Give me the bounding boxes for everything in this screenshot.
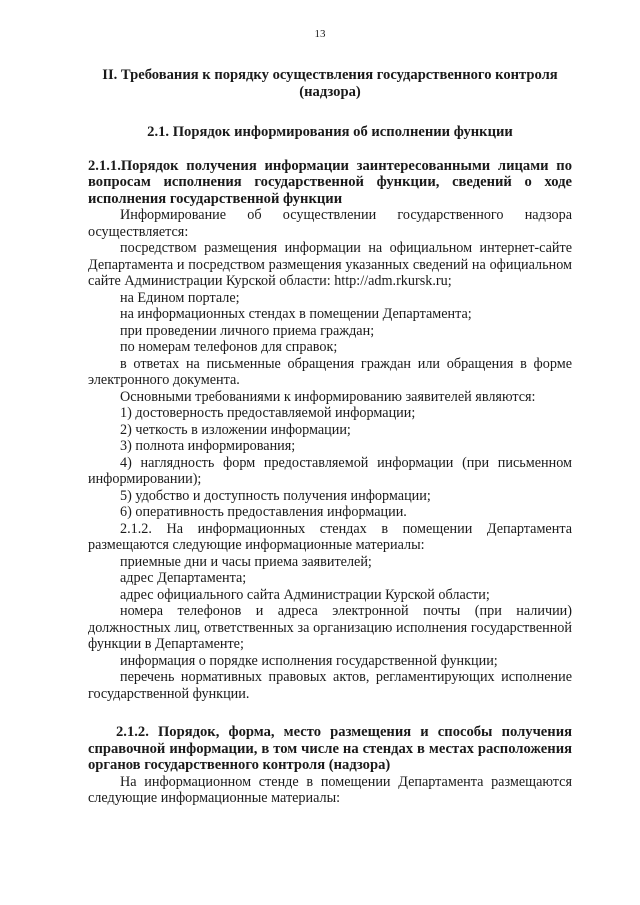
list-item-method: на Едином портале; [120, 289, 240, 306]
section-title: II. Требования к порядку осуществления государственного контроля (надзора) [102, 67, 558, 100]
list-item-requirement: 2) четкость в изложении информации; [120, 421, 351, 438]
list-item-stand-material: приемные дни и часы приема заявителей; [120, 553, 372, 570]
document-body [88, 67, 572, 807]
subsection-title: 2.1. Порядок информирования об исполнении функции [147, 124, 513, 140]
list-item-requirement: 6) оперативность предоставления информации. [120, 504, 407, 520]
heading-2-1-2: 2.1.2. Порядок, форма, место размещения и способы получения справочной информации, в том числе на стендах в местах расположения органов государственного контроля (надзора) [88, 724, 572, 773]
list-item-method: на информационных стендах в помещении Департамента; [120, 306, 472, 322]
heading-2-1-1: 2.1.1.Порядок получения информации заинтересованными лицами по вопросам исполнения государственной функции, сведений о ходе исполнения государственной функции [88, 157, 572, 207]
paragraph-stands-intro: 2.1.2. На информационных стендах в помещении Департамента размещаются следующие информационные материалы: [88, 520, 572, 553]
list-item-stand-material: номера телефонов и адреса электронной почты (при наличии) должностных лиц, ответственных за организацию исполнения государственной функции в Департаменте; [88, 603, 572, 652]
paragraph-requirements-intro: Основными требованиями к информированию заявителей являются: [120, 388, 536, 405]
paragraph-method-written: в ответах на письменные обращения граждан или обращения в форме электронного документа. [88, 355, 572, 388]
list-item-method: по номерам телефонов для справок; [120, 339, 338, 355]
list-item-stand-material: информация о порядке исполнения государственной функции; [120, 652, 498, 669]
page-number: 13 [314, 28, 326, 40]
list-item-stand-material: адрес официального сайта Администрации Курской области; [120, 586, 490, 603]
paragraph-intro: Информирование об осуществлении государственного надзора осуществляется: [88, 207, 572, 240]
paragraph-method-website: посредством размещения информации на официальном интернет-сайте Департамента и посредством размещения указанных сведений на официальном сайте Администрации Курской области: http://adm.rkursk.ru; [88, 240, 572, 289]
list-item-requirement: 1) достоверность предоставляемой информации; [120, 405, 416, 421]
list-item-method: при проведении личного приема граждан; [120, 322, 375, 339]
list-item-stand-material: перечень нормативных правовых актов, регламентирующих исполнение государственной функции. [88, 669, 572, 702]
list-item-requirement: 3) полнота информирования; [120, 438, 296, 454]
list-item-requirement: 4) наглядность форм предоставляемой информации (при письменном информировании); [88, 454, 572, 487]
paragraph-final: На информационном стенде в помещении Департамента размещаются следующие информационные материалы: [88, 773, 572, 806]
list-item-stand-material: адрес Департамента; [120, 570, 247, 586]
list-item-requirement: 5) удобство и доступность получения информации; [120, 487, 431, 504]
